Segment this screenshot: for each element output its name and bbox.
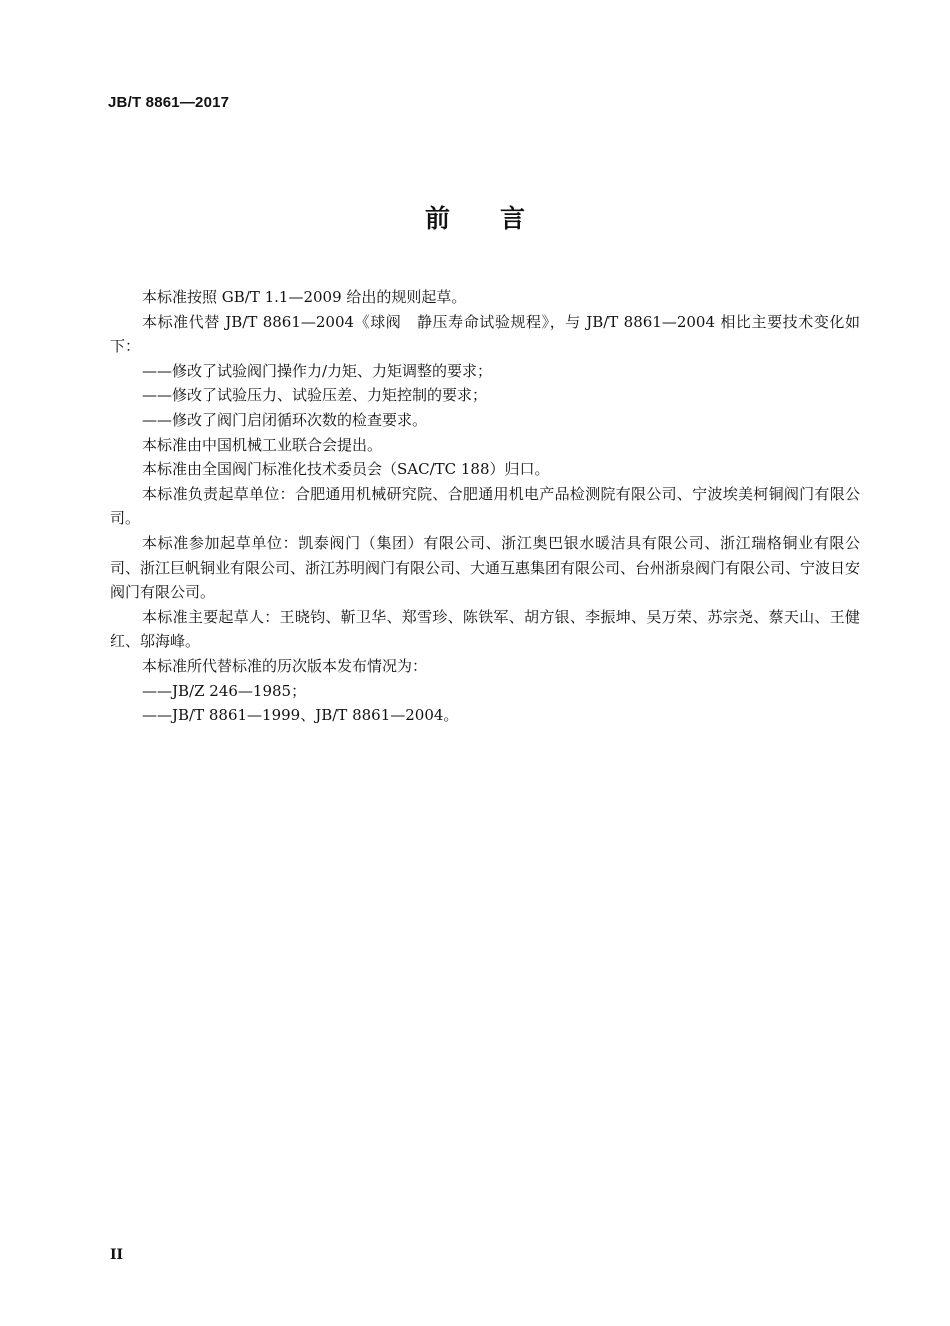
document-code: JB/T 8861—2017 [108, 94, 230, 111]
paragraph-lead-drafters: 本标准负责起草单位：合肥通用机械研究院、合肥通用机电产品检测院有限公司、宁波埃美柯铜阀门有限公司。 [110, 484, 860, 528]
page-title [0, 199, 950, 235]
change-item-3: ——修改了阀门启闭循环次数的检查要求。 [142, 410, 428, 429]
page-number: II [110, 1247, 124, 1263]
paragraph-participating-drafters: 本标准参加起草单位：凯泰阀门（集团）有限公司、浙江奥巴银水暖洁具有限公司、浙江瑞格铜业有限公司、浙江巨帆铜业有限公司、浙江苏明阀门有限公司、大通互惠集团有限公司、台州浙泉阀门有限公司、宁波日安阀门有限公司。 [110, 533, 861, 602]
title-char-2: 言 [500, 204, 526, 233]
paragraph-previous-editions: 本标准所代替标准的历次版本发布情况为： [142, 656, 428, 675]
title-char-1: 前 [424, 204, 450, 233]
paragraph-drafting-rules: 本标准按照 GB/T 1.1—2009 给出的规则起草。 [142, 288, 467, 306]
paragraph-replaces: 本标准代替 JB/T 8861—2004《球阀 静压寿命试验规程》，与 JB/T 8861—2004 相比主要技术变化如下： [110, 312, 860, 356]
previous-edition-item-2: ——JB/T 8861—1999、JB/T 8861—2004。 [142, 706, 459, 725]
foreword-body [110, 285, 860, 728]
previous-edition-item-1: ——JB/Z 246—1985； [142, 681, 307, 700]
paragraph-under-jurisdiction: 本标准由全国阀门标准化技术委员会（SAC/TC 188）归口。 [142, 460, 550, 479]
change-item-2: ——修改了试验压力、试验压差、力矩控制的要求； [142, 386, 488, 405]
paragraph-main-drafters: 本标准主要起草人：王晓钧、靳卫华、郑雪珍、陈铁军、胡方银、李振坤、吴万荣、苏宗尧、蔡天山、王健红、邬海峰。 [110, 607, 860, 651]
paragraph-proposed-by: 本标准由中国机械工业联合会提出。 [142, 435, 383, 454]
change-item-1: ——修改了试验阀门操作力/力矩、力矩调整的要求； [142, 361, 493, 380]
